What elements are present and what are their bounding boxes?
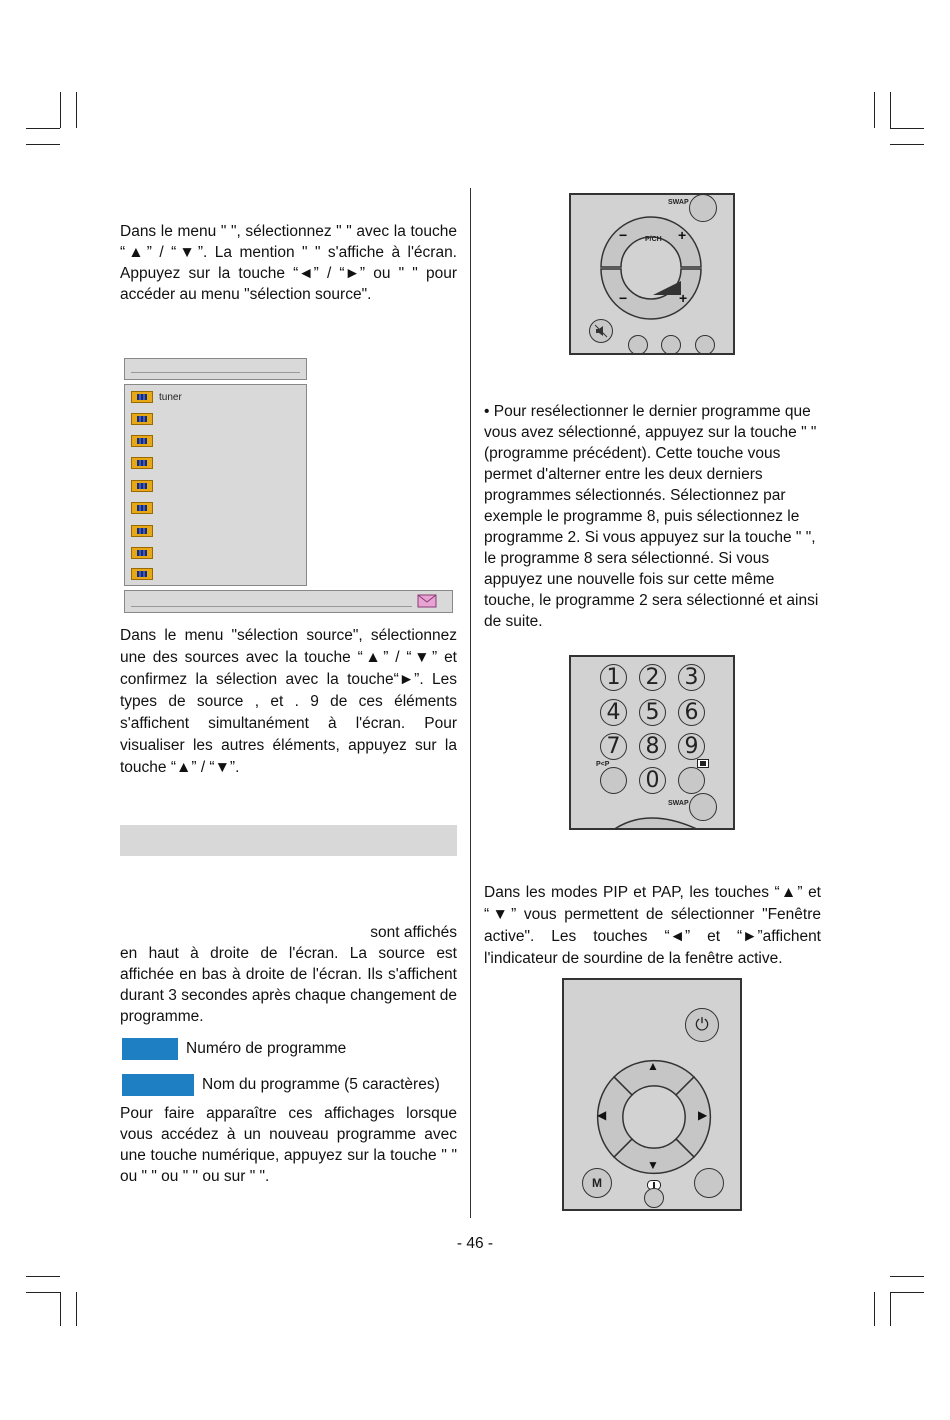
source-menu-header xyxy=(124,358,307,380)
down-arrow-icon[interactable]: ▼ xyxy=(647,1158,659,1172)
list-item[interactable] xyxy=(131,432,159,450)
remote-illustration-channel xyxy=(569,193,735,355)
number-key[interactable]: 0 xyxy=(639,767,666,794)
page-number: - 46 - xyxy=(456,1235,494,1252)
swap-label: SWAP xyxy=(668,800,689,807)
number-key[interactable]: 4 xyxy=(600,699,627,726)
pip-button[interactable] xyxy=(678,767,705,794)
pch-volume-rocker[interactable] xyxy=(595,211,707,323)
info-paragraph-tail: sont affichés xyxy=(370,924,457,941)
info-paragraph: en haut à droite de l'écran. La source est affichée en bas à droite de l'écran. Ils s'affichent durant 3 secondes après chaque changement de programme. xyxy=(120,945,457,1025)
source-icon xyxy=(131,547,153,559)
number-key[interactable]: 8 xyxy=(639,733,666,760)
up-arrow-icon[interactable]: ▲ xyxy=(647,1059,659,1073)
extra-button[interactable] xyxy=(695,335,715,355)
crop-mark xyxy=(26,128,60,129)
crop-mark xyxy=(874,1292,875,1326)
vol-minus[interactable]: − xyxy=(619,290,628,306)
pip-icon xyxy=(697,759,709,768)
crop-mark xyxy=(26,1276,60,1277)
legend-number: Numéro de programme xyxy=(186,1040,347,1057)
intro-paragraph: Dans le menu " ", sélectionnez " " avec la touche “▲” / “▼”. La mention " " s'affiche à l'écran. Appuyez sur la touche “◄” / “►” ou " " pour accéder au menu "sélection source". xyxy=(120,223,457,303)
number-key[interactable]: 5 xyxy=(639,699,666,726)
remote-illustration-numeric xyxy=(569,655,735,830)
ptp-label: P<P xyxy=(596,761,610,768)
list-item[interactable] xyxy=(131,454,159,472)
source-icon xyxy=(131,525,153,537)
legend-swatch-name xyxy=(122,1074,194,1096)
crop-mark xyxy=(890,1292,891,1326)
rocker-edge xyxy=(607,809,707,830)
list-item[interactable] xyxy=(131,522,159,540)
left-arrow-icon[interactable]: ◀ xyxy=(597,1108,607,1122)
pch-label: P/CH xyxy=(645,236,662,243)
source-icon xyxy=(131,502,153,514)
crop-mark xyxy=(890,1292,924,1293)
power-button[interactable] xyxy=(685,1008,719,1042)
source-menu-footer xyxy=(124,590,453,613)
section-heading-band xyxy=(120,825,457,856)
source-selection-paragraph: Dans le menu "sélection source", sélectionnez une des sources avec la touche “▲” / “▼” et confirmez la sélection avec la touche“►”. Les types de source , et . 9 de ces éléments s'affichent simultanément à l'écran. Pour visualiser les autres éléments, appuyez sur la touche “▲” / “▼”. xyxy=(120,627,457,776)
crop-mark xyxy=(890,92,891,128)
source-icon xyxy=(131,391,153,403)
list-item[interactable]: tuner xyxy=(131,388,182,406)
number-key[interactable]: 1 xyxy=(600,664,627,691)
number-key[interactable]: 3 xyxy=(678,664,705,691)
tv-button[interactable] xyxy=(661,335,681,355)
ptp-button[interactable] xyxy=(600,767,627,794)
mute-icon xyxy=(594,324,608,338)
crop-mark xyxy=(60,1292,61,1326)
swap-label: SWAP xyxy=(668,199,689,206)
list-item[interactable] xyxy=(131,565,159,583)
list-item[interactable] xyxy=(131,499,159,517)
list-item[interactable] xyxy=(131,477,159,495)
crop-mark xyxy=(76,92,77,128)
legend-swatch-number xyxy=(122,1038,178,1060)
legend-name: Nom du programme (5 caractères) xyxy=(202,1076,440,1093)
crop-mark xyxy=(874,92,875,128)
crop-mark xyxy=(890,144,924,145)
remote-illustration-navigation xyxy=(562,978,742,1211)
menu-button[interactable]: M xyxy=(582,1168,612,1198)
vol-plus[interactable]: + xyxy=(679,290,688,306)
pch-minus[interactable]: − xyxy=(619,227,628,243)
number-key[interactable]: 9 xyxy=(678,733,705,760)
source-menu-list xyxy=(124,384,307,586)
bullet-paragraph: • Pour resélectionner le dernier programme que vous avez sélectionné, appuyez sur la touche " " (programme précédent). Cette touche vous permet d'alterner entre les deux derniers programmes sélectionnés. Sélectionnez par exemple le programme 8, puis sélectionnez le programme 2. Si vous appuyez sur la touche " ", le programme 8 sera sélectionné. Si vous appuyez une nouvelle fois sur cette même touche, le programme 2 sera sélectionné et ainsi de suite. xyxy=(484,403,819,630)
extra-button[interactable] xyxy=(694,1168,724,1198)
info-button[interactable] xyxy=(644,1188,664,1208)
pip-paragraph: Dans les modes PIP et PAP, les touches “▲” et “▼” vous permettent de sélectionner "Fenêtre active". Les touches “◄” et “►”affichent l'indicateur de sourdine de la fenêtre active. xyxy=(484,884,821,967)
crop-mark xyxy=(26,144,60,145)
pch-plus[interactable]: + xyxy=(678,227,687,243)
mute-button[interactable] xyxy=(589,319,613,343)
source-icon xyxy=(131,435,153,447)
mail-icon xyxy=(417,594,437,608)
source-icon xyxy=(131,568,153,580)
number-key[interactable]: 7 xyxy=(600,733,627,760)
display-paragraph: Pour faire apparaître ces affichages lorsque vous accédez à un nouveau programme avec une touche numérique, appuyez sur la touche " " ou " " ou " " ou sur " ". xyxy=(120,1105,457,1185)
column-divider xyxy=(470,188,471,1218)
source-icon xyxy=(131,480,153,492)
number-key[interactable]: 6 xyxy=(678,699,705,726)
power-icon: ⏻ xyxy=(695,1015,709,1034)
list-item[interactable] xyxy=(131,410,159,428)
minus-button[interactable] xyxy=(628,335,648,355)
number-key[interactable]: 2 xyxy=(639,664,666,691)
right-arrow-icon[interactable]: ▶ xyxy=(698,1108,708,1122)
source-icon xyxy=(131,457,153,469)
crop-mark xyxy=(26,1292,60,1293)
crop-mark xyxy=(76,1292,77,1326)
source-icon xyxy=(131,413,153,425)
crop-mark xyxy=(890,128,924,129)
crop-mark xyxy=(60,92,61,128)
list-item[interactable] xyxy=(131,544,159,562)
crop-mark xyxy=(890,1276,924,1277)
